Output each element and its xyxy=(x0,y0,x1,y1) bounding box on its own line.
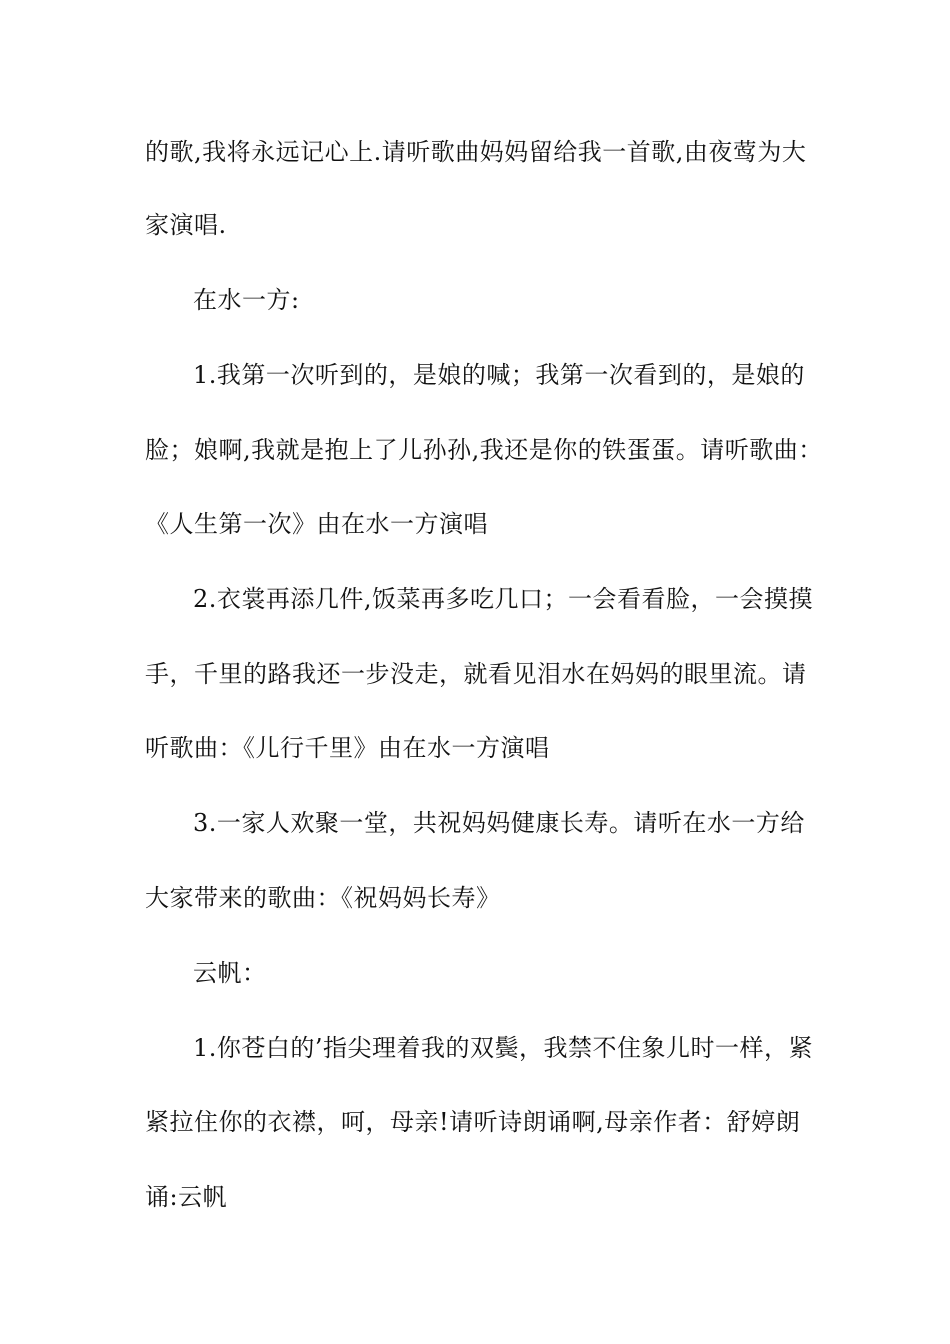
text-line: 的歌,我将永远记心上.请听歌曲妈妈留给我一首歌,由夜莺为大 xyxy=(145,138,807,166)
text-line: 家演唱. xyxy=(145,211,227,239)
text-line: 诵:云帆 xyxy=(145,1183,228,1211)
text-line: 紧拉住你的衣襟，呵，母亲!请听诗朗诵啊,母亲作者：舒婷朗 xyxy=(145,1108,801,1136)
text-line: 大家带来的歌曲：《祝妈妈长寿》 xyxy=(145,884,501,912)
text-line: 2.衣裳再添几件,饭菜再多吃几口；一会看看脸，一会摸摸 xyxy=(193,585,814,613)
text-line: 3.一家人欢聚一堂，共祝妈妈健康长寿。请听在水一方给 xyxy=(193,809,805,837)
text-line: 《人生第一次》由在水一方演唱 xyxy=(145,510,488,538)
section-heading: 在水一方: xyxy=(193,286,300,314)
section-heading: 云帆： xyxy=(193,959,267,987)
text-line: 手，千里的路我还一步没走，就看见泪水在妈妈的眼里流。请 xyxy=(145,660,807,688)
text-line: 1.你苍白的’指尖理着我的双鬓，我禁不住象儿时一样，紧 xyxy=(193,1034,814,1062)
text-line: 脸；娘啊,我就是抱上了儿孙孙,我还是你的铁蛋蛋。请听歌曲： xyxy=(145,436,823,464)
text-line: 听歌曲：《儿行千里》由在水一方演唱 xyxy=(145,734,550,762)
text-line: 1.我第一次听到的，是娘的喊；我第一次看到的，是娘的 xyxy=(193,361,805,389)
